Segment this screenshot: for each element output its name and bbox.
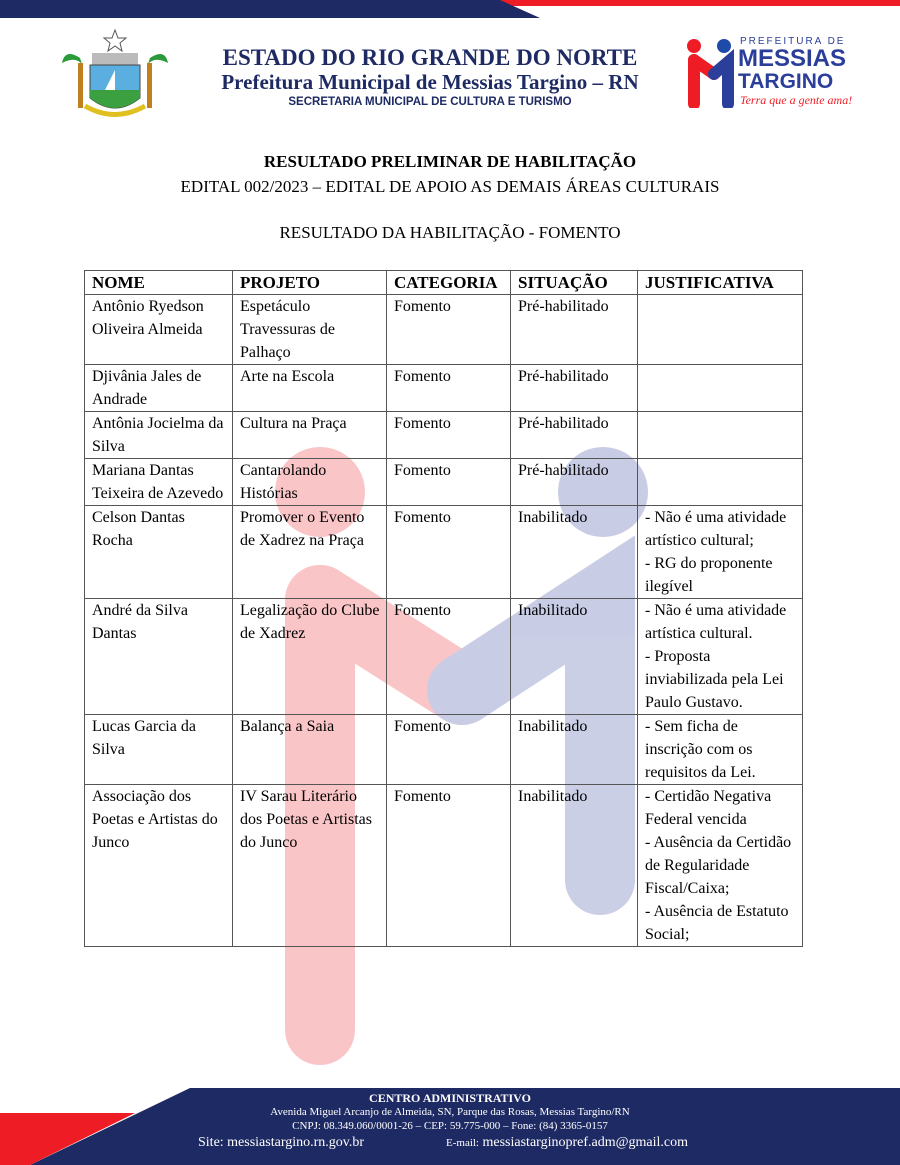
cell-situacao: Pré-habilitado [511, 295, 638, 365]
table-row [85, 295, 803, 365]
state-name: ESTADO DO RIO GRANDE DO NORTE [222, 45, 638, 70]
cell-categoria: Fomento [387, 412, 511, 459]
cell-nome: Mariana Dantas Teixeira de Azevedo [85, 459, 233, 506]
cell-justificativa [638, 459, 803, 506]
cell-situacao: Pré-habilitado [511, 412, 638, 459]
logo-prefeitura-text: PREFEITURA DE [740, 36, 846, 47]
logo-slogan-text: Terra que a gente ama! [740, 93, 853, 107]
cell-nome: Celson Dantas Rocha [85, 506, 233, 599]
footer-address: Avenida Miguel Arcanjo de Almeida, SN, Parque das Rosas, Messias Targino/RN [270, 1106, 630, 1118]
cell-situacao: Pré-habilitado [511, 459, 638, 506]
section-title: RESULTADO DA HABILITAÇÃO - FOMENTO [279, 223, 621, 242]
document-title: RESULTADO PRELIMINAR DE HABILITAÇÃO [263, 152, 637, 171]
cell-categoria: Fomento [387, 459, 511, 506]
cell-nome: Djivânia Jales de Andrade [85, 365, 233, 412]
table-row [85, 599, 803, 715]
cell-justificativa [638, 715, 803, 785]
cell-nome: Lucas Garcia da Silva [85, 715, 233, 785]
email-label: E-mail: [446, 1137, 479, 1149]
cell-categoria: Fomento [387, 715, 511, 785]
cell-nome: Antônia Jocielma da Silva [85, 412, 233, 459]
cell-projeto: Cultura na Praça [233, 412, 387, 459]
justificativa-item: - Ausência de Estatuto Social; [645, 903, 789, 943]
justificativa-item: - RG do proponente ilegível [645, 555, 773, 595]
cell-projeto: Cantarolando Histórias [233, 459, 387, 506]
cell-categoria: Fomento [387, 295, 511, 365]
cell-situacao: Inabilitado [511, 785, 638, 947]
cell-situacao: Inabilitado [511, 506, 638, 599]
habilitation-results-table [84, 270, 803, 947]
justificativa-item: - Certidão Negativa Federal vencida [645, 788, 772, 828]
justificativa-item: - Ausência da Certidão de Regularidade Fiscal/Caixa; [645, 834, 792, 897]
cell-projeto: Arte na Escola [233, 365, 387, 412]
logo-messias-text: MESSIAS [738, 45, 847, 72]
site-link[interactable]: messiastargino.rn.gov.br [227, 1135, 365, 1150]
document-subtitle: EDITAL 002/2023 – EDITAL DE APOIO AS DEMAIS ÁREAS CULTURAIS [180, 177, 720, 196]
table-header-row [85, 271, 803, 295]
cell-categoria: Fomento [387, 365, 511, 412]
cell-categoria: Fomento [387, 599, 511, 715]
justificativa-item: - Proposta inviabilizada pela Lei Paulo Gustavo. [645, 648, 784, 711]
cell-justificativa [638, 295, 803, 365]
cell-projeto: Espetáculo Travessuras de Palhaço [233, 295, 387, 365]
header-justificativa: JUSTIFICATIVA [638, 271, 803, 295]
cell-projeto: IV Sarau Literário dos Poetas e Artistas do Junco [233, 785, 387, 947]
cell-justificativa [638, 599, 803, 715]
cell-projeto: Promover o Evento de Xadrez na Praça [233, 506, 387, 599]
cell-projeto: Legalização do Clube de Xadrez [233, 599, 387, 715]
secretariat-name: SECRETARIA MUNICIPAL DE CULTURA E TURISMO [288, 96, 572, 108]
header-projeto: PROJETO [233, 271, 387, 295]
footer-ids: CNPJ: 08.349.060/0001-26 – CEP: 59.775-000 – Fone: (84) 3365-0157 [292, 1120, 608, 1132]
table-row [85, 506, 803, 599]
cell-situacao: Inabilitado [511, 599, 638, 715]
table-row [85, 459, 803, 506]
header-situacao: SITUAÇÃO [511, 271, 638, 295]
footer-title: CENTRO ADMINISTRATIVO [369, 1091, 531, 1105]
justificativa-item: - Não é uma atividade artística cultural. [645, 602, 787, 642]
table-row [85, 412, 803, 459]
site-label: Site: [198, 1135, 224, 1150]
cell-justificativa [638, 365, 803, 412]
email-link[interactable]: messiastarginopref.adm@gmail.com [482, 1135, 688, 1150]
cell-categoria: Fomento [387, 785, 511, 947]
justificativa-item: - Não é uma atividade artístico cultural; [645, 509, 787, 549]
header-categoria: CATEGORIA [387, 271, 511, 295]
justificativa-item: - Sem ficha de inscrição com os requisitos da Lei. [645, 718, 756, 781]
cell-nome: Antônio Ryedson Oliveira Almeida [85, 295, 233, 365]
table-row [85, 365, 803, 412]
logo-targino-text: TARGINO [738, 70, 834, 93]
cell-nome: André da Silva Dantas [85, 599, 233, 715]
cell-justificativa [638, 412, 803, 459]
cell-situacao: Pré-habilitado [511, 365, 638, 412]
cell-projeto: Balança a Saia [233, 715, 387, 785]
cell-situacao: Inabilitado [511, 715, 638, 785]
cell-categoria: Fomento [387, 506, 511, 599]
cell-justificativa [638, 785, 803, 947]
cell-nome: Associação dos Poetas e Artistas do Junco [85, 785, 233, 947]
table-row [85, 785, 803, 947]
municipality-name: Prefeitura Municipal de Messias Targino – RN [221, 70, 639, 94]
cell-justificativa [638, 506, 803, 599]
header-nome: NOME [85, 271, 233, 295]
table-row [85, 715, 803, 785]
